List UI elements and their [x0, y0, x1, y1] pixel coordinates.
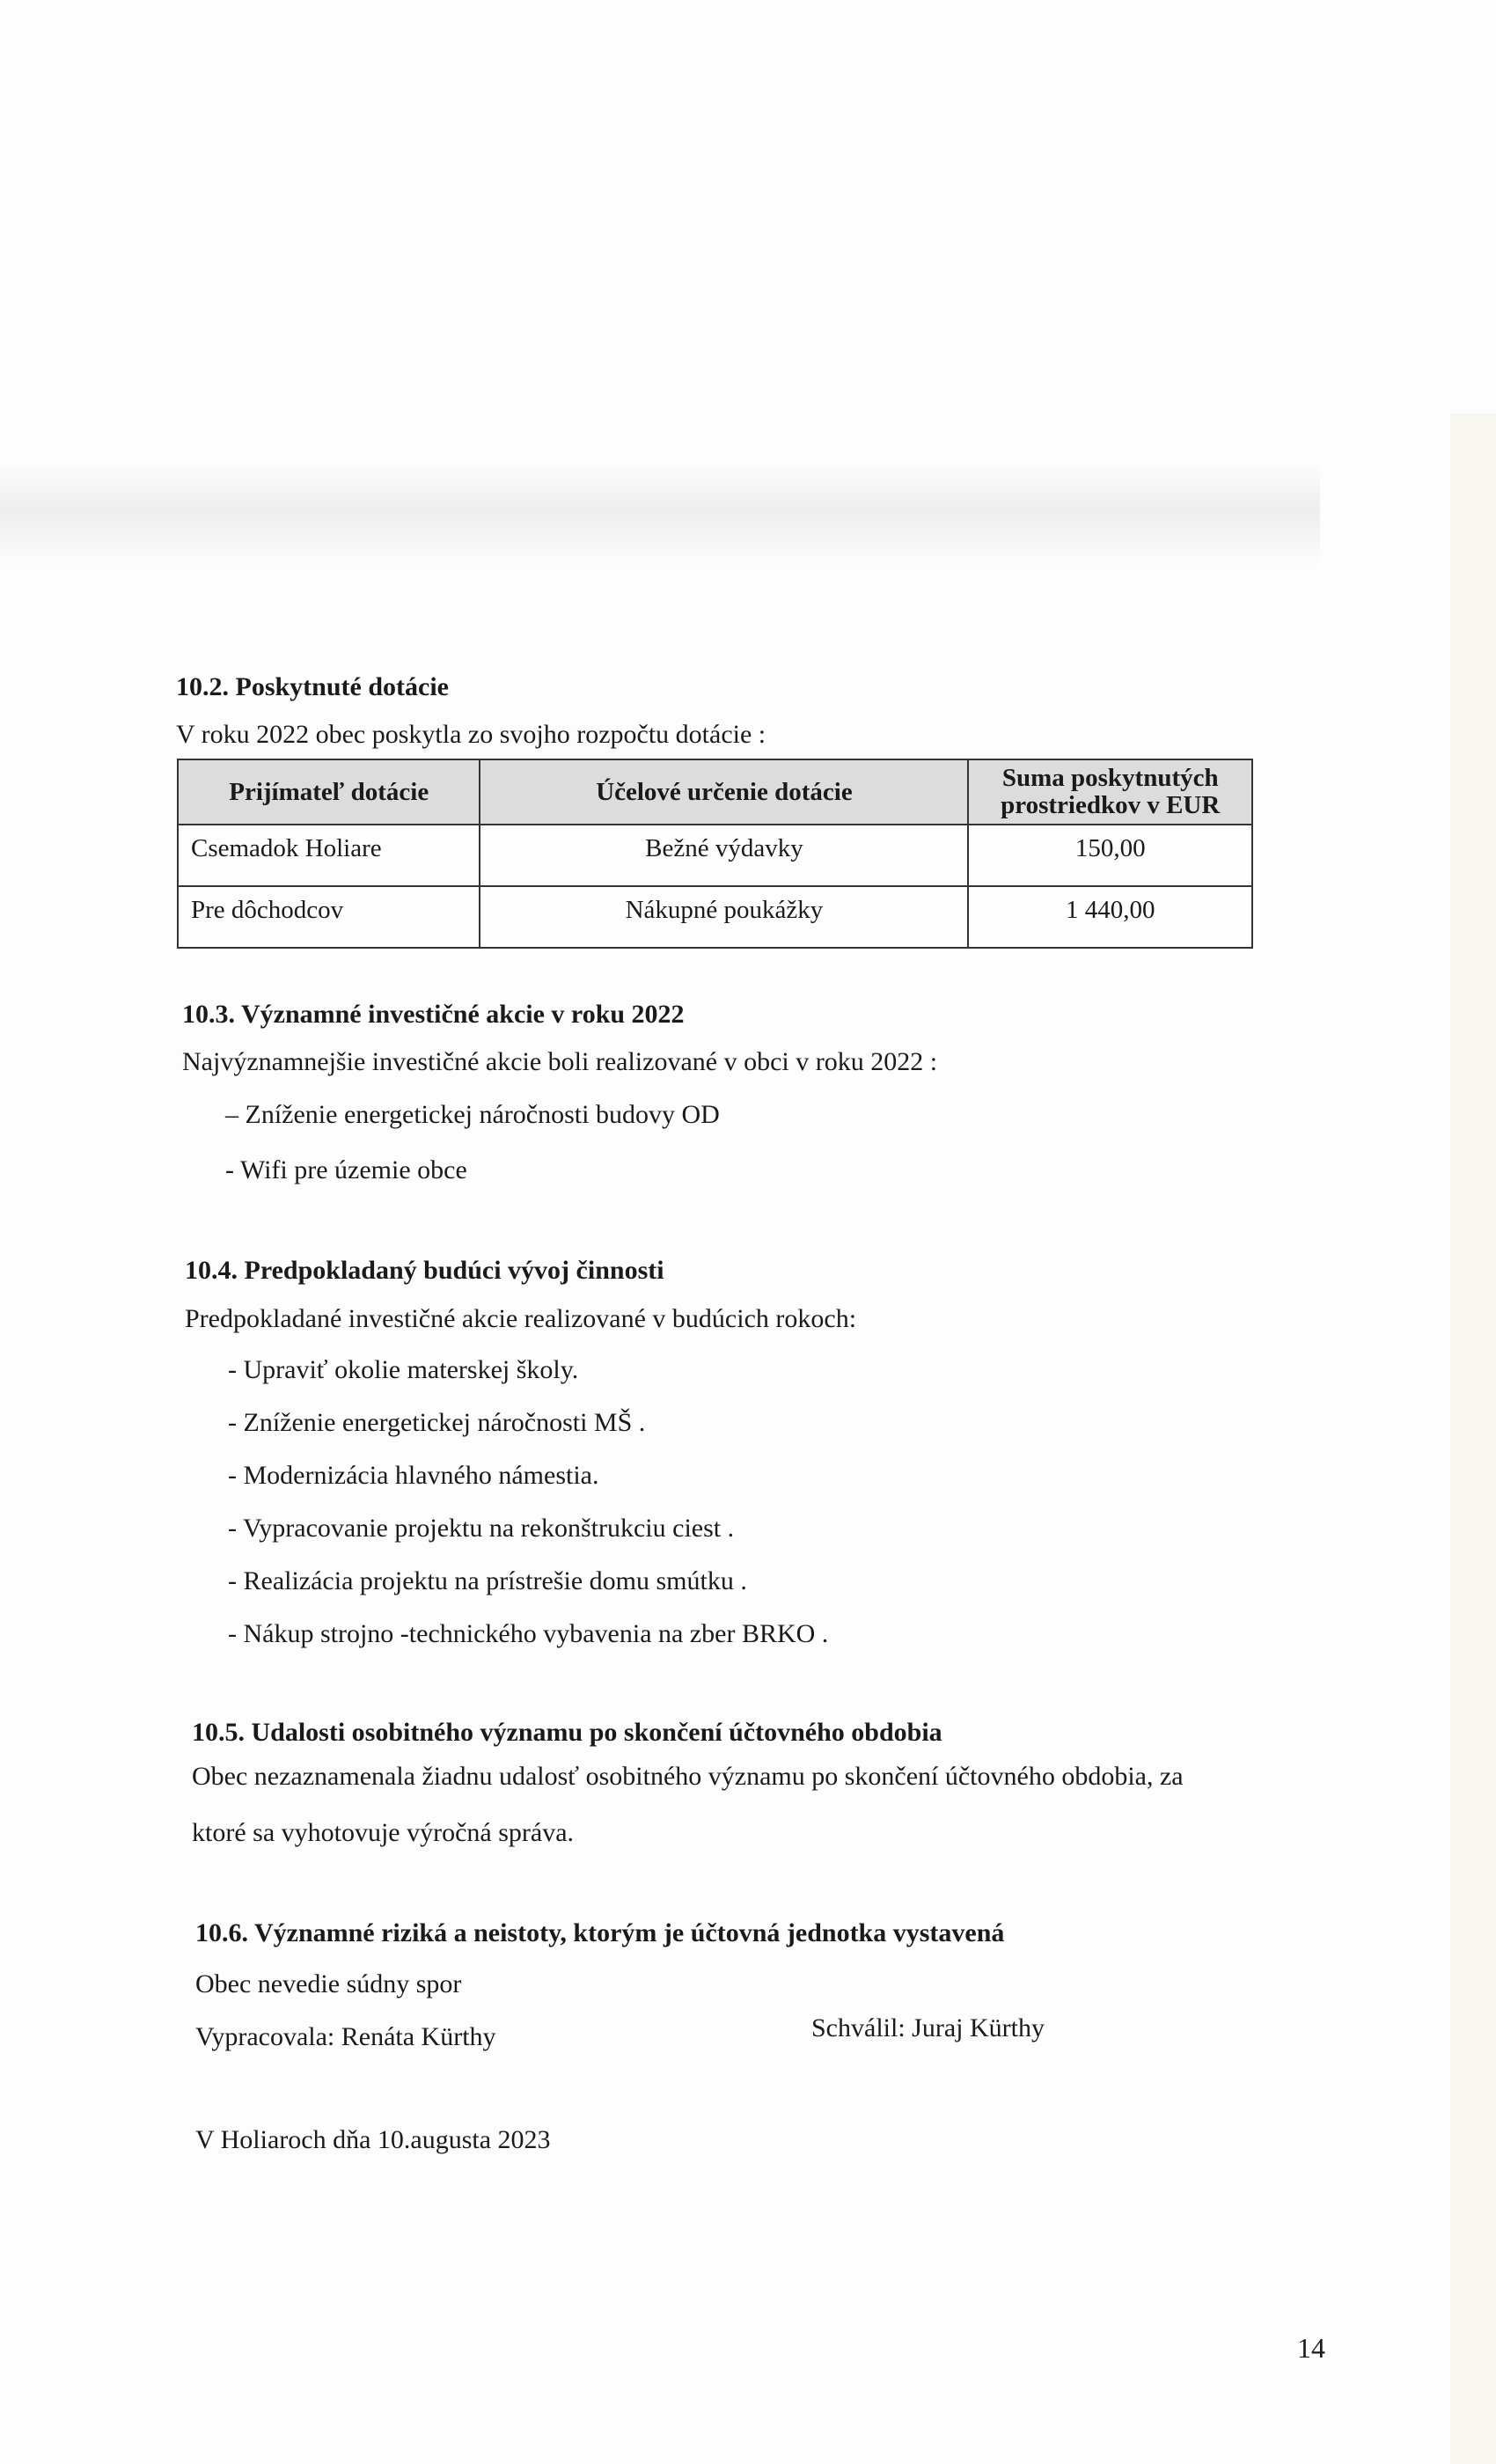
list-item: - Modernizácia hlavného námestia.: [228, 1461, 599, 1490]
list-item: - Vypracovanie projektu na rekonštrukciu ciest .: [228, 1514, 735, 1543]
col-header-purpose: Účelové určenie dotácie: [480, 759, 968, 825]
section-10-3-intro: Najvýznamnejšie investičné akcie boli realizované v obci v roku 2022 :: [182, 1047, 938, 1076]
list-item: - Wifi pre územie obce: [225, 1155, 467, 1184]
section-10-4-heading: 10.4. Predpokladaný budúci vývoj činnosti: [185, 1256, 664, 1285]
approved-by: Schválil: Juraj Kürthy: [811, 2013, 1045, 2042]
col-header-recipient: Prijímateľ dotácie: [178, 759, 480, 825]
page-number: 14: [1297, 2332, 1325, 2364]
list-item: - Nákup strojno -technického vybavenia na zber BRKO .: [228, 1619, 829, 1648]
table-row: [178, 825, 1252, 886]
section-10-5-heading: 10.5. Udalosti osobitného významu po skončení účtovného obdobia: [192, 1718, 942, 1747]
table-cell-recipient: Csemadok Holiare: [178, 825, 480, 886]
table-header-row: [178, 759, 1252, 825]
table-cell-recipient: Pre dôchodcov: [178, 886, 480, 948]
place-and-date: V Holiaroch dňa 10.augusta 2023: [195, 2125, 551, 2154]
table-cell-amount: 1 440,00: [968, 886, 1252, 948]
section-10-2-intro: V roku 2022 obec poskytla zo svojho rozpočtu dotácie :: [176, 720, 766, 749]
section-10-2-heading: 10.2. Poskytnuté dotácie: [176, 672, 449, 701]
table-row: [178, 886, 1252, 948]
table-cell-purpose: Bežné výdavky: [480, 825, 968, 886]
grants-table: [177, 759, 1253, 949]
section-10-5-text-line2: ktoré sa vyhotovuje výročná správa.: [192, 1818, 575, 1847]
section-10-4-intro: Predpokladané investičné akcie realizované v budúcich rokoch:: [185, 1304, 857, 1333]
col-header-amount: Suma poskytnutých prostriedkov v EUR: [968, 759, 1252, 825]
list-item: – Zníženie energetickej náročnosti budovy OD: [225, 1100, 720, 1129]
section-10-3-heading: 10.3. Významné investičné akcie v roku 2022: [182, 1000, 685, 1029]
prepared-by: Vypracovala: Renáta Kürthy: [195, 2022, 496, 2051]
section-10-6-text: Obec nevedie súdny spor: [195, 1969, 462, 1998]
table-cell-amount: 150,00: [968, 825, 1252, 886]
list-item: - Upraviť okolie materskej školy.: [228, 1355, 579, 1384]
list-item: - Realizácia projektu na prístrešie domu smútku .: [228, 1566, 747, 1595]
list-item: - Zníženie energetickej náročnosti MŠ .: [228, 1408, 646, 1437]
table-cell-purpose: Nákupné poukážky: [480, 886, 968, 948]
section-10-5-text-line1: Obec nezaznamenala žiadnu udalosť osobitného významu po skončení účtovného obdobia, za: [192, 1762, 1184, 1791]
section-10-6-heading: 10.6. Významné riziká a neistoty, ktorým je účtovná jednotka vystavená: [195, 1918, 1005, 1947]
